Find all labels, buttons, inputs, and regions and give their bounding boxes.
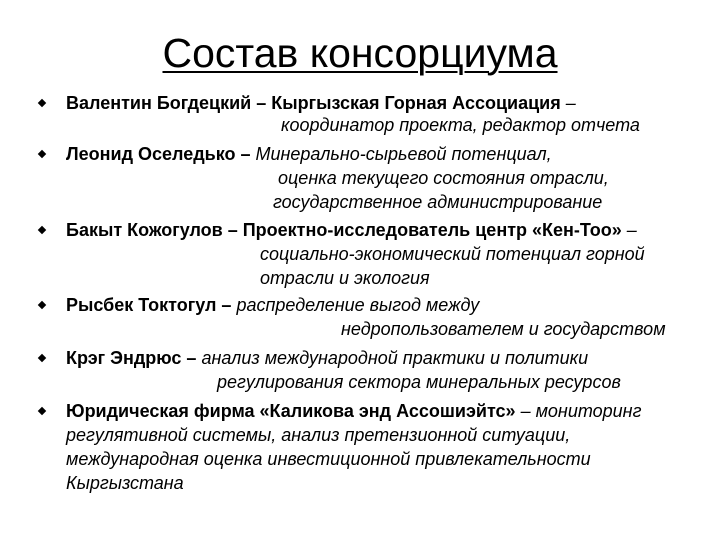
member-role-line: анализ международной практики и политики — [196, 348, 589, 368]
diamond-bullet-icon — [38, 407, 46, 415]
member-name: Леонид Оселедько – — [66, 144, 251, 164]
diamond-bullet-icon — [38, 150, 46, 158]
member-separator: – — [621, 220, 637, 240]
member-role-line: координатор проекта, редактор отчета — [281, 115, 640, 135]
member-role-line: социально-экономический потенциал горной — [260, 244, 645, 264]
member-role-line: регулятивной системы, анализ претензионной ситуации, — [66, 425, 571, 445]
member-role-line: – мониторинг — [515, 401, 642, 421]
slide-title: Состав консорциума — [162, 30, 558, 76]
member-role-line: регулирования сектора минеральных ресурсов — [217, 372, 621, 392]
member-role-line: отрасли и экология — [260, 268, 430, 288]
member-role-line: Кыргызстана — [66, 473, 184, 493]
member-name: Валентин Богдецкий – Кыргызская Горная Ассоциация — [66, 93, 561, 113]
member-separator: – — [560, 93, 576, 113]
member-role-line: недропользователем и государством — [341, 319, 666, 339]
member-role-line: оценка текущего состояния отрасли, — [278, 168, 609, 188]
member-role-line: государственное администрирование — [273, 192, 603, 212]
diamond-bullet-icon — [38, 99, 46, 107]
member-role-line: распределение выгод между — [231, 295, 480, 315]
diamond-bullet-icon — [38, 226, 46, 234]
member-name: Крэг Эндрюс – — [66, 348, 197, 368]
member-role-line: международная оценка инвестиционной привлекательности — [66, 449, 591, 469]
member-name: Бакыт Кожогулов – Проектно-исследователь центр «Кен-Тоо» — [66, 220, 622, 240]
diamond-bullet-icon — [38, 301, 46, 309]
member-name: Юридическая фирма «Каликова энд Ассошиэйтс» — [66, 401, 516, 421]
diamond-bullet-icon — [38, 354, 46, 362]
member-name: Рысбек Токтогул – — [66, 295, 232, 315]
member-role-line: Минерально-сырьевой потенциал, — [250, 144, 552, 164]
